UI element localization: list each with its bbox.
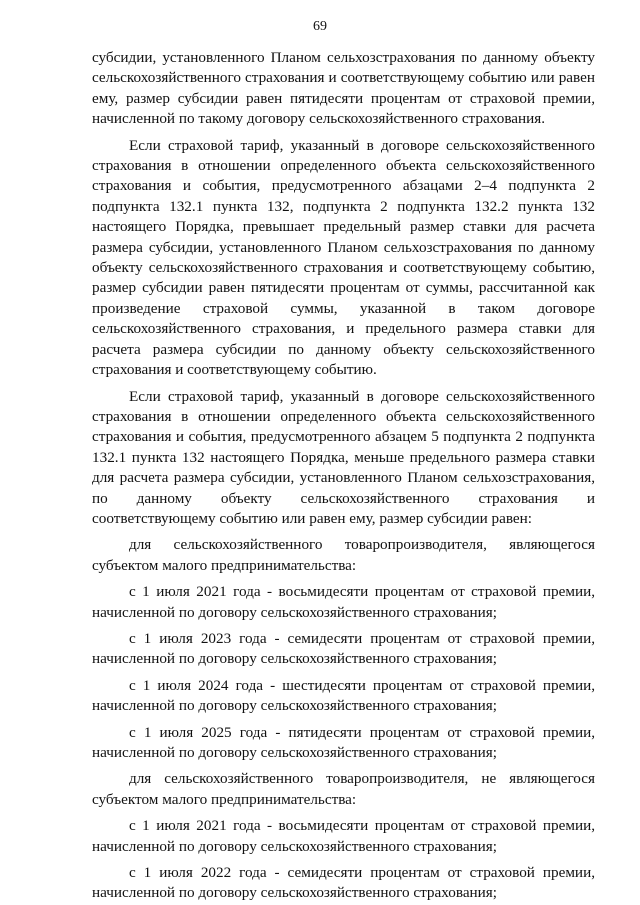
list-item: с 1 июля 2025 года - пятидесяти процентам от страховой премии, начисленной по договору сельскохозяйственного страхования; xyxy=(92,723,595,761)
list-item: с 1 июля 2021 года - восьмидесяти процентам от страховой премии, начисленной по договору сельскохозяйственного страхования; xyxy=(92,817,595,855)
paragraph-tariff-below: Если страховой тариф, указанный в договоре сельскохозяйственного страхования в отношении определенного объекта сельскохозяйственного страхования и события, предусмотренного абзацем 5 подпункта 2 подпункта 132.1 пункта 132 настоящего Порядка, меньше предельного размера ставки для расчета размера субсидии, установленного Планом сельхозстрахования, по данному объекту сельскохозяйственного страхования и соответствующему событию или равен ему, размер субсидии равен: xyxy=(92,387,595,527)
list-item: с 1 июля 2022 года - семидесяти процентам от страховой премии, начисленной по договору сельскохозяйственного страхования; xyxy=(92,864,595,902)
paragraph-continuation: субсидии, установленного Планом сельхозстрахования по данному объекту сельскохозяйственного страхования и соответствующему событию или равен ему, размер субсидии равен пятидесяти процентам от страховой премии, начисленной по такому договору сельскохозяйственного страхования. xyxy=(92,49,595,128)
list-item: с 1 июля 2023 года - семидесяти процентам от страховой премии, начисленной по договору сельскохозяйственного страхования; xyxy=(92,629,595,668)
list-item: с 1 июля 2024 года - шестидесяти процентам от страховой премии, начисленной по договору сельскохозяйственного страхования; xyxy=(92,676,595,715)
paragraph-small-business-intro: для сельскохозяйственного товаропроизводителя, являющегося субъектом малого предпринимательства: xyxy=(92,536,595,574)
page-number: 69 xyxy=(313,19,327,34)
paragraph-non-small-business-intro: для сельскохозяйственного товаропроизводителя, не являющегося субъектом малого предпринимательства: xyxy=(92,770,595,808)
document-body xyxy=(92,48,595,904)
paragraph-tariff-exceeds: Если страховой тариф, указанный в договоре сельскохозяйственного страхования в отношении определенного объекта сельскохозяйственного страхования и события, предусмотренного абзацами 2–4 подпункта 2 подпункта 132.1 пункта 132, подпункта 2 подпункта 132.2 пункта 132 настоящего Порядка, превышает предельный размер ставки для расчета размера субсидии, установленного Планом сельхозстрахования по данному объекту сельскохозяйственного страхования и соответствующему событию, размер субсидии равен пятидесяти процентам от суммы, рассчитанной как произведение страховой суммы, указанной в таком договоре сельскохозяйственного страхования, и предельного размера ставки для расчета размера субсидии по данному объекту сельскохозяйственного страхования и соответствующему событию. xyxy=(92,136,595,379)
list-item: с 1 июля 2021 года - восьмидесяти процентам от страховой премии, начисленной по договору сельскохозяйственного страхования; xyxy=(92,583,595,621)
